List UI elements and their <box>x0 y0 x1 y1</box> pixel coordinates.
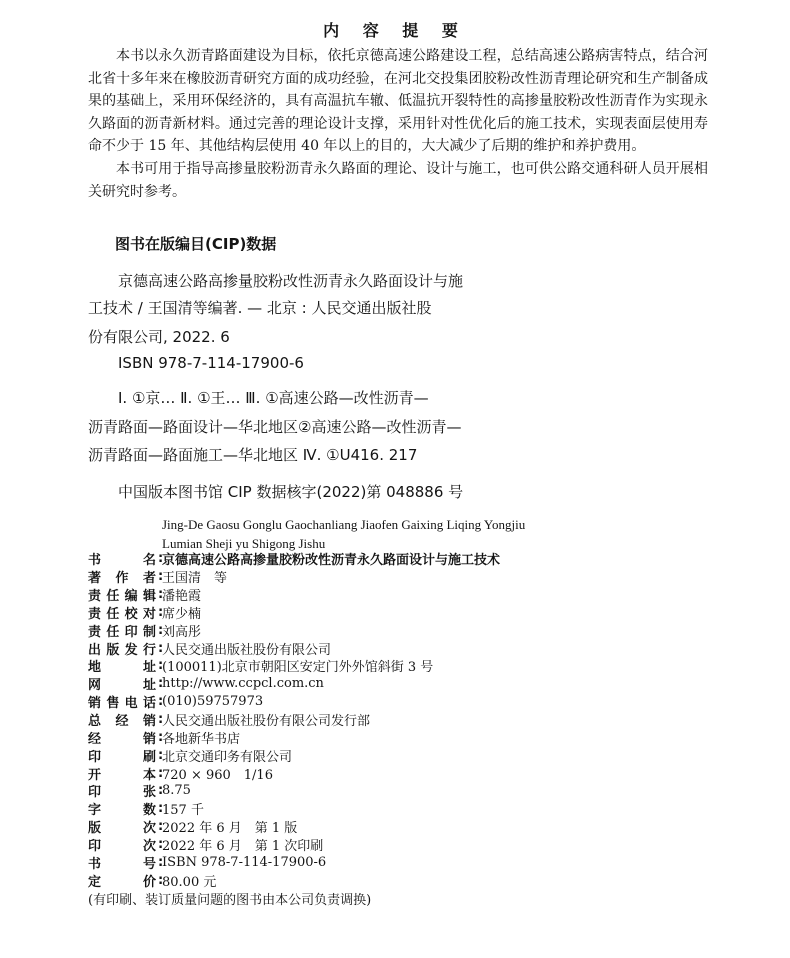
info-row-format: 开 本 : 720 × 960 1/16 <box>88 765 273 783</box>
info-value-title: 京德高速公路高掺量胶粉改性沥青永久路面设计与施工技术 <box>162 553 501 569</box>
info-row-sales-phone: 销 售 电 话 : (010)59757973 <box>88 694 264 712</box>
info-label: 印 次 <box>88 838 156 854</box>
summary-paragraph-2: 本书可用于指导高掺量胶粉沥青永久路面的理论、设计与施工，也可供公路交通科研人员开展相关研究时参考。 <box>88 160 708 200</box>
info-row-title: 书 名 : 京德高速公路高掺量胶粉改性沥青永久路面设计与施工技术 <box>88 551 501 569</box>
info-row-website: 网 址 : http://www.ccpcl.com.cn <box>88 676 324 694</box>
info-label: 责 任 编 辑 <box>88 589 156 605</box>
content-summary-heading: 内 容 提 要 <box>323 21 467 40</box>
cip-classification-line-2: 沥青路面—路面设计—华北地区②高速公路—改性沥青— <box>88 418 462 436</box>
cip-line-2: 工技术 / 王国清等编著. — 北京 : 人民交通出版社股 <box>88 299 432 317</box>
info-value-author: 王国清 等 <box>162 571 228 587</box>
info-row-publisher: 出 版 发 行 : 人民交通出版社股份有限公司 <box>88 640 332 658</box>
info-value-address: (100011)北京市朝阳区安定门外外馆斜街 3 号 <box>162 660 434 676</box>
info-label: 开 本 <box>88 767 156 783</box>
info-row-edition: 版 次 : 2022 年 6 月 第 1 版 <box>88 819 298 837</box>
info-row-printing: 印 次 : 2022 年 6 月 第 1 次印刷 <box>88 836 324 854</box>
quality-note: (有印刷、装订质量问题的图书由本公司负责调换) <box>88 893 372 908</box>
info-label: 地 址 <box>88 660 156 676</box>
info-value-sheets: 8.75 <box>162 783 191 799</box>
info-label: 经 销 <box>88 731 156 747</box>
info-label: 销 售 电 话 <box>88 696 156 712</box>
info-row-retailer: 经 销 : 各地新华书店 <box>88 729 241 747</box>
info-row-print-supervisor: 责 任 印 制 : 刘高彤 <box>88 622 202 640</box>
info-value-edition: 2022 年 6 月 第 1 版 <box>162 821 298 837</box>
pinyin-title-line-2: Lumian Sheji yu Shigong Jishu <box>162 536 326 551</box>
info-label: 书 名 <box>88 553 156 569</box>
info-value-website: http://www.ccpcl.com.cn <box>162 676 324 692</box>
cip-isbn-line: ISBN 978-7-114-17900-6 <box>118 354 304 372</box>
info-row-address: 地 址 : (100011)北京市朝阳区安定门外外馆斜街 3 号 <box>88 658 434 676</box>
content-summary <box>88 45 708 203</box>
info-value-distributor: 人民交通出版社股份有限公司发行部 <box>162 714 371 730</box>
info-value-retailer: 各地新华书店 <box>162 731 241 747</box>
info-label: 责 任 印 制 <box>88 624 156 640</box>
info-row-author: 著 作 者 : 王国清 等 <box>88 569 228 587</box>
info-label: 版 次 <box>88 821 156 837</box>
cip-classification-line-1: Ⅰ. ①京… Ⅱ. ①王… Ⅲ. ①高速公路—改性沥青— <box>118 389 429 407</box>
cip-classification-line-3: 沥青路面—路面施工—华北地区 Ⅳ. ①U416. 217 <box>88 446 418 464</box>
info-value-format: 720 × 960 1/16 <box>162 767 273 783</box>
publication-info-table <box>88 550 648 889</box>
info-row-proofreader: 责 任 校 对 : 席少楠 <box>88 604 202 622</box>
info-value-proofreader: 席少楠 <box>162 606 202 622</box>
info-row-word-count: 字 数 : 157 千 <box>88 801 204 819</box>
pinyin-title-line-1: Jing-De Gaosu Gonglu Gaochanliang Jiaofen Gaixing Liqing Yongjiu <box>162 517 526 532</box>
cip-heading: 图书在版编目(CIP)数据 <box>115 235 277 253</box>
info-label: 出 版 发 行 <box>88 642 156 658</box>
summary-paragraph-1: 本书以永久沥青路面建设为目标，依托京德高速公路建设工程，总结高速公路病害特点，结合河北省十多年来在橡胶沥青研究方面的成功经验，在河北交投集团胶粉改性沥青理论研究和生产制备成果的基础上，采用环保经济的，具有高温抗车辙、低温抗开裂特性的高掺量胶粉改性沥青作为实现永久路面的沥青新材料。通过完善的理论设计支撑，采用针对性优化后的施工技术，实现表面层使用寿命不少于 15 年、其他结构层使用 40 年以上的目的，大大减少了后期的维护和养护费用。 <box>88 48 708 155</box>
info-label: 印 张 <box>88 785 156 801</box>
info-value-word-count: 157 千 <box>162 803 204 819</box>
info-label: 著 作 者 <box>88 571 156 587</box>
info-row-printer: 印 刷 : 北京交通印务有限公司 <box>88 747 293 765</box>
info-value-isbn: ISBN 978-7-114-17900-6 <box>162 854 327 870</box>
cip-record-number: 中国版本图书馆 CIP 数据核字(2022)第 048886 号 <box>118 483 464 501</box>
info-label: 网 址 <box>88 678 156 694</box>
info-label: 字 数 <box>88 803 156 819</box>
info-row-distributor: 总 经 销 : 人民交通出版社股份有限公司发行部 <box>88 712 371 730</box>
cip-line-3: 份有限公司, 2022. 6 <box>88 328 230 346</box>
info-value-price: 80.00 元 <box>162 874 217 890</box>
info-row-price: 定 价 : 80.00 元 <box>88 872 217 890</box>
info-value-printing: 2022 年 6 月 第 1 次印刷 <box>162 838 324 854</box>
info-value-printer: 北京交通印务有限公司 <box>162 749 293 765</box>
info-row-editor: 责 任 编 辑 : 潘艳霞 <box>88 587 202 605</box>
info-label: 定 价 <box>88 874 156 890</box>
info-row-sheets: 印 张 : 8.75 <box>88 783 191 801</box>
cip-line-1: 京德高速公路高掺量胶粉改性沥青永久路面设计与施 <box>118 272 464 290</box>
info-label: 印 刷 <box>88 749 156 765</box>
info-label: 总 经 销 <box>88 714 156 730</box>
info-label: 书 号 <box>88 856 156 872</box>
info-row-isbn: 书 号 : ISBN 978-7-114-17900-6 <box>88 854 327 872</box>
info-value-sales-phone: (010)59757973 <box>162 694 264 710</box>
info-label: 责 任 校 对 <box>88 606 156 622</box>
info-value-print-supervisor: 刘高彤 <box>162 624 202 640</box>
info-value-publisher: 人民交通出版社股份有限公司 <box>162 642 332 658</box>
info-value-editor: 潘艳霞 <box>162 589 202 605</box>
